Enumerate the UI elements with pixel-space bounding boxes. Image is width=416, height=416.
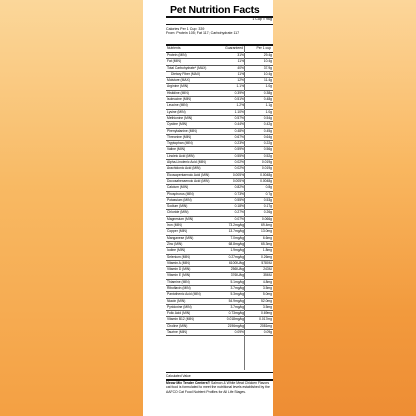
per-cup-value: 0.52g xyxy=(263,153,272,158)
guaranteed-value: 0.02% xyxy=(234,166,244,171)
per-cup-value: 13.0mg xyxy=(261,229,272,234)
nutrient-name: Lysine (MIN) xyxy=(167,109,186,114)
nutrient-table xyxy=(166,53,273,336)
per-cup-value: 0.7g xyxy=(265,191,272,196)
guaranteed-value: 13.7mg/kg xyxy=(228,229,244,234)
guaranteed-value: 1.10% xyxy=(234,109,244,114)
nutrient-name: Niacin (MIN) xyxy=(167,298,186,303)
calories-block xyxy=(166,27,272,35)
nutrient-name: Vitamin D (MIN) xyxy=(167,267,191,272)
serving-size: 1 Cup = 96g xyxy=(252,17,272,21)
per-cup-value: 0.45g xyxy=(263,128,272,133)
column-divider xyxy=(244,46,245,370)
nutrient-name: Thiamine (MIN) xyxy=(167,279,190,284)
guaranteed-value: 0.59% xyxy=(234,147,244,152)
nutrient-name: Sodium (MIN) xyxy=(167,204,188,209)
guaranteed-value: 0.18% xyxy=(234,204,244,209)
nutrient-name: Taurine (MIN) xyxy=(167,330,187,335)
guaranteed-value: 0.57% xyxy=(234,115,244,120)
guaranteed-value: 11% xyxy=(237,59,244,64)
per-cup-value: 0.17g xyxy=(263,204,272,209)
guaranteed-value: 0.67% xyxy=(234,134,244,139)
nutrient-name: Protein (MIN) xyxy=(167,53,187,57)
packaging-background-right xyxy=(273,0,416,416)
guaranteed-value: 3.7mg/kg xyxy=(230,285,244,290)
nutrient-name: Pyridoxine (MIN) xyxy=(167,304,192,309)
aafco-text: ® Salmon & White Meat Chicken Flavors cat food is formulated to meet the nutritional levels established by the AAFCO Cat Food Nutrient Profiles for All Life Stages. xyxy=(166,381,270,394)
guaranteed-value: 0.48% xyxy=(234,128,244,133)
per-cup-value: 243IU xyxy=(263,267,272,272)
per-cup-value: 356IU xyxy=(263,273,272,278)
per-cup-value: 0.42g xyxy=(263,122,272,127)
per-cup-value: 69.4mg xyxy=(261,223,272,228)
nutrient-name: Chloride (MIN) xyxy=(167,210,189,215)
nutrient-name: Copper (MIN) xyxy=(167,229,187,234)
guaranteed-value: 5.3mg/kg xyxy=(230,292,244,297)
header-guaranteed: Guaranteed xyxy=(225,46,243,50)
per-cup-value: 0.066g xyxy=(261,216,272,221)
guaranteed-value: 256IU/kg xyxy=(230,267,244,272)
per-cup-value: 0.54g xyxy=(263,115,272,120)
per-cup-value: 0.48g xyxy=(263,97,272,102)
guaranteed-value: 0.39% xyxy=(234,90,244,95)
guaranteed-value: 0.005% xyxy=(232,172,244,177)
nutrient-name: Folic Acid (MIN) xyxy=(167,311,191,316)
per-cup-value: 37.9g xyxy=(263,65,272,70)
nutrient-name: Leucine (MIN) xyxy=(167,103,188,108)
per-cup-value: 0.64g xyxy=(263,134,272,139)
nutrient-name: Dietary Fiber (MAX) xyxy=(171,71,201,76)
guaranteed-value: 40% xyxy=(237,65,244,70)
nutrient-name: Vitamin B12 (MIN) xyxy=(167,317,194,322)
guaranteed-value: 73.2mg/kg xyxy=(228,223,244,228)
per-cup-value: 0.09g xyxy=(263,330,272,335)
nutrient-name: Total Carbohydrate* (MAX) xyxy=(167,65,207,70)
calculated-note: Calculated Value xyxy=(166,374,191,378)
guaranteed-value: 0.55% xyxy=(234,197,244,202)
nutrient-name: Methionine (MIN) xyxy=(167,115,193,120)
per-cup-value: 10.4g xyxy=(263,59,272,64)
guaranteed-value: 0.44% xyxy=(234,122,244,127)
per-cup-value: 0.26mg xyxy=(261,254,272,259)
nutrient-name: Zinc (MIN) xyxy=(167,241,183,246)
guaranteed-value: 31% xyxy=(237,53,244,57)
nutrient-name: Phenylalanine (MIN) xyxy=(167,128,197,133)
guaranteed-value: 6100IU/kg xyxy=(228,260,244,265)
per-cup-value: 0.53g xyxy=(263,197,272,202)
per-cup-value: 5.0mg xyxy=(262,292,272,297)
guaranteed-value: 0.23% xyxy=(234,141,244,146)
nutrient-name: Alpha-Linolenic Acid (MIN) xyxy=(167,160,206,165)
guaranteed-value: 0.09% xyxy=(234,330,244,335)
guaranteed-value: 0.73mg/kg xyxy=(228,311,244,316)
nutrient-name: Linoleic Acid (MIN) xyxy=(167,153,195,158)
per-cup-value: 0.019g xyxy=(261,166,272,171)
nutrient-name: Iron (MIN) xyxy=(167,223,182,228)
nutrient-name: Tryptophan (MIN) xyxy=(167,141,193,146)
per-cup-value: 5780IU xyxy=(261,260,272,265)
per-cup-value: 10.4g xyxy=(263,71,272,76)
nutrient-name: Iodine (MIN) xyxy=(167,248,186,253)
per-cup-value: 6.6mg xyxy=(262,235,272,240)
per-cup-value: 0.56g xyxy=(263,147,272,152)
per-cup-value: 1.1g xyxy=(265,103,272,108)
nutrient-name: Moisture (MAX) xyxy=(167,78,190,83)
nutrient-name: Cystine (MIN) xyxy=(167,122,188,127)
product-name: Meow Mix Tender Centers xyxy=(166,381,208,385)
nutrient-name: Choline (MIN) xyxy=(167,323,188,328)
per-cup-value: 52.0mg xyxy=(261,298,272,303)
calories-from: From: Protein 105; Fat 117; Carbohydrate 117 xyxy=(166,31,240,36)
guaranteed-value: 0.55% xyxy=(234,153,244,158)
calories-line: Calories Per 1 Cup: 339 xyxy=(166,27,205,31)
guaranteed-value: 1.1% xyxy=(236,84,244,89)
guaranteed-value: 54.9mg/kg xyxy=(228,298,244,303)
guaranteed-value: 0.005% xyxy=(232,178,244,183)
table-row xyxy=(166,330,273,336)
guaranteed-value: 0.018mg/kg xyxy=(226,317,244,322)
per-cup-value: 0.0048g xyxy=(260,178,272,183)
per-cup-value: 3.5mg xyxy=(262,304,272,309)
per-cup-value: 4.8mg xyxy=(262,279,272,284)
per-cup-value: 11.4g xyxy=(263,78,272,83)
guaranteed-value: 0.07% xyxy=(234,216,244,221)
nutrient-name: Arginine (MIN) xyxy=(167,84,189,89)
guaranteed-value: 5.1mg/kg xyxy=(230,279,244,284)
nutrient-name: Vitamin E (MIN) xyxy=(167,273,191,278)
nutrient-name: Fat (MIN) xyxy=(167,59,181,64)
nutrient-name: Calcium (MIN) xyxy=(167,185,189,190)
guaranteed-value: 0.27% xyxy=(234,210,244,215)
guaranteed-value: 376IU/kg xyxy=(230,273,244,278)
nutrient-name: Potassium (MIN) xyxy=(167,197,192,202)
per-cup-value: 0.69mg xyxy=(261,311,272,316)
guaranteed-value: 1.2% xyxy=(236,103,244,108)
per-cup-value: 1.0g xyxy=(265,84,272,89)
per-cup-value: 0.0048g xyxy=(260,172,272,177)
guaranteed-value: 11% xyxy=(237,71,244,76)
guaranteed-value: 0.51% xyxy=(234,97,244,102)
nutrient-name: Riboflavin (MIN) xyxy=(167,285,191,290)
guaranteed-value: 0.73% xyxy=(234,191,244,196)
nutrient-name: Phosphorus (MIN) xyxy=(167,191,194,196)
per-cup-value: 0.017mg xyxy=(259,317,272,322)
panel-title: Pet Nutrition Facts xyxy=(170,4,260,16)
per-cup-value: 29.4g xyxy=(263,53,272,57)
nutrient-name: Manganese (MIN) xyxy=(167,235,194,240)
per-cup-value: 1.0g xyxy=(265,109,272,114)
nutrient-name: Eicosapentaenoic Acid (MIN) xyxy=(167,172,210,177)
guaranteed-value: 2196mg/kg xyxy=(227,323,244,328)
per-cup-value: 0.22g xyxy=(263,141,272,146)
per-cup-value: 0.26g xyxy=(263,210,272,215)
per-cup-value: 3.5mg xyxy=(262,285,272,290)
nutrient-name: Pantothenic Acid (MIN) xyxy=(167,292,201,297)
serving-rule xyxy=(166,24,273,25)
nutrient-name: Vitamin A (MIN) xyxy=(167,260,190,265)
nutrient-name: Magnesium (MIN) xyxy=(167,216,194,221)
per-cup-value: 65.3mg xyxy=(261,241,272,246)
per-cup-value: 1.8mg xyxy=(262,248,272,253)
guaranteed-value: 0.82% xyxy=(234,185,244,190)
packaging-background-left xyxy=(0,0,143,416)
nutrient-name: Histidine (MIN) xyxy=(167,90,189,95)
nutrient-name: Arachidonic Acid (MIN) xyxy=(167,166,201,171)
nutrient-name: Valine (MIN) xyxy=(167,147,186,152)
per-cup-value: 0.019g xyxy=(261,160,272,165)
header-per-cup: Per 1 cup xyxy=(256,46,271,50)
guaranteed-value: 0.02% xyxy=(234,160,244,165)
header-nutrients: Nutrients xyxy=(167,46,181,50)
per-cup-value: 0.8g xyxy=(265,185,272,190)
aafco-statement xyxy=(166,381,271,394)
guaranteed-value: 68.8mg/kg xyxy=(228,241,244,246)
table-end-rule xyxy=(166,372,273,373)
nutrient-name: Threonine (MIN) xyxy=(167,134,192,139)
per-cup-value: 2081mg xyxy=(260,323,272,328)
guaranteed-value: 1.9mg/kg xyxy=(230,248,244,253)
nutrient-name: Docosahexaenoic Acid (MIN) xyxy=(167,178,210,183)
nutrient-name: Isoleucine (MIN) xyxy=(167,97,192,102)
nutrient-name: Selenium (MIN) xyxy=(167,254,190,259)
guaranteed-value: 3.7mg/kg xyxy=(230,304,244,309)
guaranteed-value: 0.27mg/kg xyxy=(228,254,244,259)
guaranteed-value: 7.0mg/kg xyxy=(230,235,244,240)
guaranteed-value: 12% xyxy=(237,78,244,83)
per-cup-value: 0.38g xyxy=(263,90,272,95)
